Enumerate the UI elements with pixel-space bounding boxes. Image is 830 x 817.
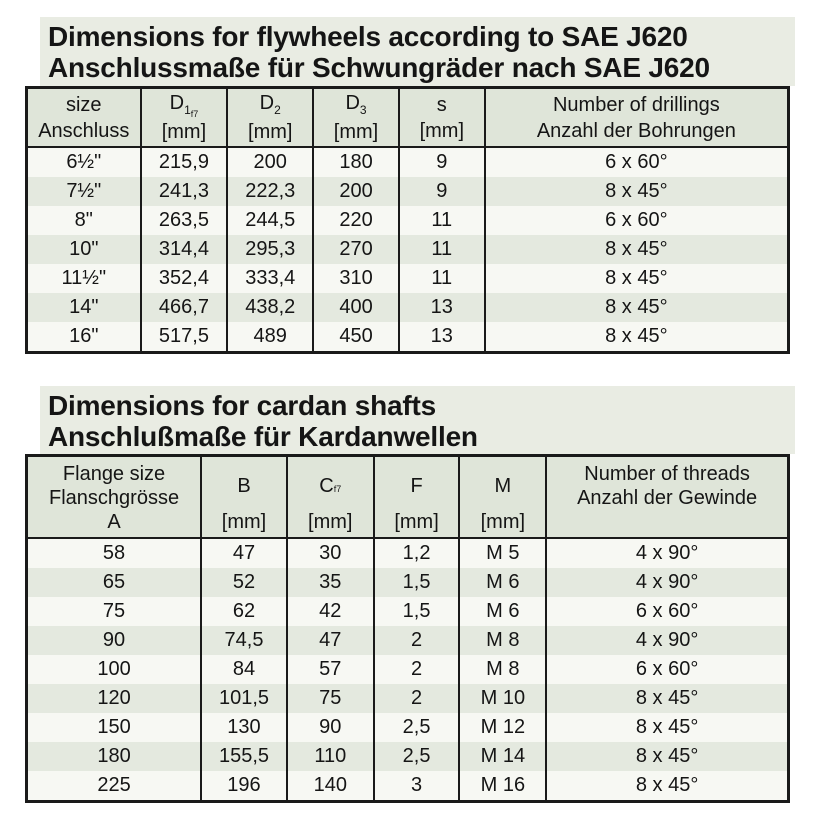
- table-cell: 30: [287, 538, 374, 568]
- cardan-section: [0, 386, 830, 803]
- table-row: [27, 713, 789, 742]
- column-header-drillings: [485, 88, 789, 148]
- cardan-title-de: Anschlußmaße für Kardanwellen: [48, 421, 478, 452]
- table-cell: 42: [287, 597, 374, 626]
- symbol-line: F: [410, 474, 423, 497]
- symbol-line: B: [237, 474, 251, 497]
- table-cell: 6½": [27, 147, 141, 177]
- unit-label: [mm]: [161, 121, 207, 143]
- table-cell: 75: [287, 684, 374, 713]
- table-row: [27, 147, 789, 177]
- table-cell: 225: [27, 771, 202, 802]
- table-row: [27, 684, 789, 713]
- cardan-title-en: Dimensions for cardan shafts: [48, 390, 437, 421]
- table-cell: 4 x 90°: [546, 538, 788, 568]
- table-row: [27, 568, 789, 597]
- unit-label: [mm]: [248, 121, 293, 143]
- table-row: [27, 235, 789, 264]
- unit-label: [mm]: [333, 121, 379, 143]
- table-cell: M 10: [459, 684, 546, 713]
- table-cell: 2: [374, 684, 460, 713]
- table-cell: M 6: [459, 597, 546, 626]
- table-cell: 6 x 60°: [546, 597, 788, 626]
- table-row: [27, 264, 789, 293]
- table-cell: 6 x 60°: [485, 147, 789, 177]
- table-cell: 333,4: [227, 264, 313, 293]
- table-cell: 4 x 90°: [546, 568, 788, 597]
- header-line: size: [65, 93, 102, 116]
- unit-label: [mm]: [419, 119, 465, 142]
- table-cell: 466,7: [141, 293, 228, 322]
- column-header-d1f7: [141, 88, 228, 148]
- header-line: Anschluss: [38, 119, 130, 142]
- table-cell: 2: [374, 655, 460, 684]
- unit-label: [mm]: [480, 511, 526, 533]
- table-cell: 8 x 45°: [485, 264, 789, 293]
- table-cell: 4 x 90°: [546, 626, 788, 655]
- column-header-s: [399, 88, 485, 148]
- table-cell: 438,2: [227, 293, 313, 322]
- table-row: [27, 538, 789, 568]
- table-cell: 11½": [27, 264, 141, 293]
- unit-label: [mm]: [394, 511, 439, 533]
- table-cell: 58: [27, 538, 202, 568]
- cardan-header-row: [27, 456, 789, 539]
- flywheel-title-de: Anschlussmaße für Schwungräder nach SAE J620: [48, 52, 710, 83]
- table-cell: M 6: [459, 568, 546, 597]
- header-line: A: [107, 511, 121, 533]
- table-cell: 6 x 60°: [546, 655, 788, 684]
- column-header-f: [374, 456, 460, 539]
- table-cell: 295,3: [227, 235, 313, 264]
- table-cell: 140: [287, 771, 374, 802]
- table-cell: 352,4: [141, 264, 228, 293]
- symbol-line: $D_{1_{f7}}$: [169, 92, 199, 119]
- table-cell: 35: [287, 568, 374, 597]
- table-cell: 90: [287, 713, 374, 742]
- table-cell: 310: [313, 264, 399, 293]
- table-cell: 8 x 45°: [485, 322, 789, 353]
- table-cell: 450: [313, 322, 399, 353]
- symbol-line: C f7: [319, 474, 342, 497]
- table-cell: 100: [27, 655, 202, 684]
- table-cell: 14": [27, 293, 141, 322]
- table-cell: 47: [201, 538, 287, 568]
- flywheel-title-en: Dimensions for flywheels according to SAE J620: [48, 21, 688, 52]
- header-line: Number of drillings: [552, 93, 720, 116]
- table-cell: 13: [399, 322, 485, 353]
- table-cell: 9: [399, 147, 485, 177]
- table-cell: 220: [313, 206, 399, 235]
- table-cell: 74,5: [201, 626, 287, 655]
- table-cell: 8 x 45°: [485, 177, 789, 206]
- table-cell: 7½": [27, 177, 141, 206]
- table-cell: M 12: [459, 713, 546, 742]
- table-cell: 180: [27, 742, 202, 771]
- table-cell: M 8: [459, 655, 546, 684]
- table-cell: 130: [201, 713, 287, 742]
- table-row: [27, 293, 789, 322]
- table-cell: 11: [399, 235, 485, 264]
- flywheel-table: [25, 86, 790, 354]
- table-cell: 101,5: [201, 684, 287, 713]
- column-header-m: [459, 456, 546, 539]
- table-cell: 1,5: [374, 597, 460, 626]
- table-cell: 517,5: [141, 322, 228, 353]
- table-cell: 8 x 45°: [546, 713, 788, 742]
- table-row: [27, 771, 789, 802]
- table-cell: 57: [287, 655, 374, 684]
- table-cell: 8 x 45°: [546, 742, 788, 771]
- table-row: [27, 206, 789, 235]
- header-line: Anzahl der Gewinde: [577, 487, 758, 509]
- column-header-d3: [313, 88, 399, 148]
- table-cell: 1,5: [374, 568, 460, 597]
- flywheel-section: [0, 17, 830, 354]
- symbol-line: $D_2$: [259, 92, 281, 117]
- symbol-line: $D_3$: [345, 92, 367, 117]
- column-header-flange-size: [27, 456, 202, 539]
- table-row: [27, 322, 789, 353]
- table-cell: 400: [313, 293, 399, 322]
- table-cell: 6 x 60°: [485, 206, 789, 235]
- flywheel-header-row: [27, 88, 789, 148]
- table-cell: 16": [27, 322, 141, 353]
- table-cell: 241,3: [141, 177, 228, 206]
- table-cell: 8 x 45°: [546, 684, 788, 713]
- table-cell: 155,5: [201, 742, 287, 771]
- table-cell: M 8: [459, 626, 546, 655]
- table-cell: 8": [27, 206, 141, 235]
- table-cell: M 16: [459, 771, 546, 802]
- table-cell: 13: [399, 293, 485, 322]
- table-cell: 8 x 45°: [485, 293, 789, 322]
- column-header-d2: [227, 88, 313, 148]
- table-cell: 2,5: [374, 742, 460, 771]
- cardan-title-band: [40, 386, 795, 454]
- table-cell: 11: [399, 264, 485, 293]
- table-cell: 244,5: [227, 206, 313, 235]
- table-cell: 270: [313, 235, 399, 264]
- table-cell: 75: [27, 597, 202, 626]
- table-row: [27, 597, 789, 626]
- column-header-size: [27, 88, 141, 148]
- flywheel-title-band: [40, 17, 795, 86]
- table-cell: 120: [27, 684, 202, 713]
- table-cell: M 5: [459, 538, 546, 568]
- table-cell: 263,5: [141, 206, 228, 235]
- table-row: [27, 742, 789, 771]
- table-cell: 1,2: [374, 538, 460, 568]
- table-cell: 196: [201, 771, 287, 802]
- table-cell: 8 x 45°: [485, 235, 789, 264]
- column-header-threads: [546, 456, 788, 539]
- table-cell: 3: [374, 771, 460, 802]
- table-cell: 11: [399, 206, 485, 235]
- cardan-table: [25, 454, 790, 803]
- table-cell: 489: [227, 322, 313, 353]
- unit-label: [mm]: [221, 511, 267, 533]
- table-row: [27, 177, 789, 206]
- header-line: Flanschgrösse: [49, 487, 180, 509]
- table-cell: 9: [399, 177, 485, 206]
- table-cell: 8 x 45°: [546, 771, 788, 802]
- table-cell: 47: [287, 626, 374, 655]
- symbol-line: M: [494, 474, 512, 497]
- table-cell: 110: [287, 742, 374, 771]
- table-cell: 200: [313, 177, 399, 206]
- table-cell: 150: [27, 713, 202, 742]
- table-cell: 52: [201, 568, 287, 597]
- header-line: Anzahl der Bohrungen: [536, 119, 736, 142]
- table-cell: 10": [27, 235, 141, 264]
- table-row: [27, 655, 789, 684]
- header-line: Number of threads: [584, 463, 750, 485]
- table-cell: 180: [313, 147, 399, 177]
- table-cell: 90: [27, 626, 202, 655]
- table-cell: 200: [227, 147, 313, 177]
- table-row: [27, 626, 789, 655]
- unit-label: [mm]: [308, 511, 353, 533]
- column-header-b: [201, 456, 287, 539]
- table-cell: 65: [27, 568, 202, 597]
- symbol-line: s: [436, 93, 447, 116]
- table-cell: 84: [201, 655, 287, 684]
- table-cell: 222,3: [227, 177, 313, 206]
- column-header-cf7: [287, 456, 374, 539]
- header-line: Flange size: [62, 463, 166, 485]
- table-cell: 62: [201, 597, 287, 626]
- table-cell: M 14: [459, 742, 546, 771]
- table-cell: 314,4: [141, 235, 228, 264]
- table-cell: 2,5: [374, 713, 460, 742]
- table-cell: 2: [374, 626, 460, 655]
- table-cell: 215,9: [141, 147, 228, 177]
